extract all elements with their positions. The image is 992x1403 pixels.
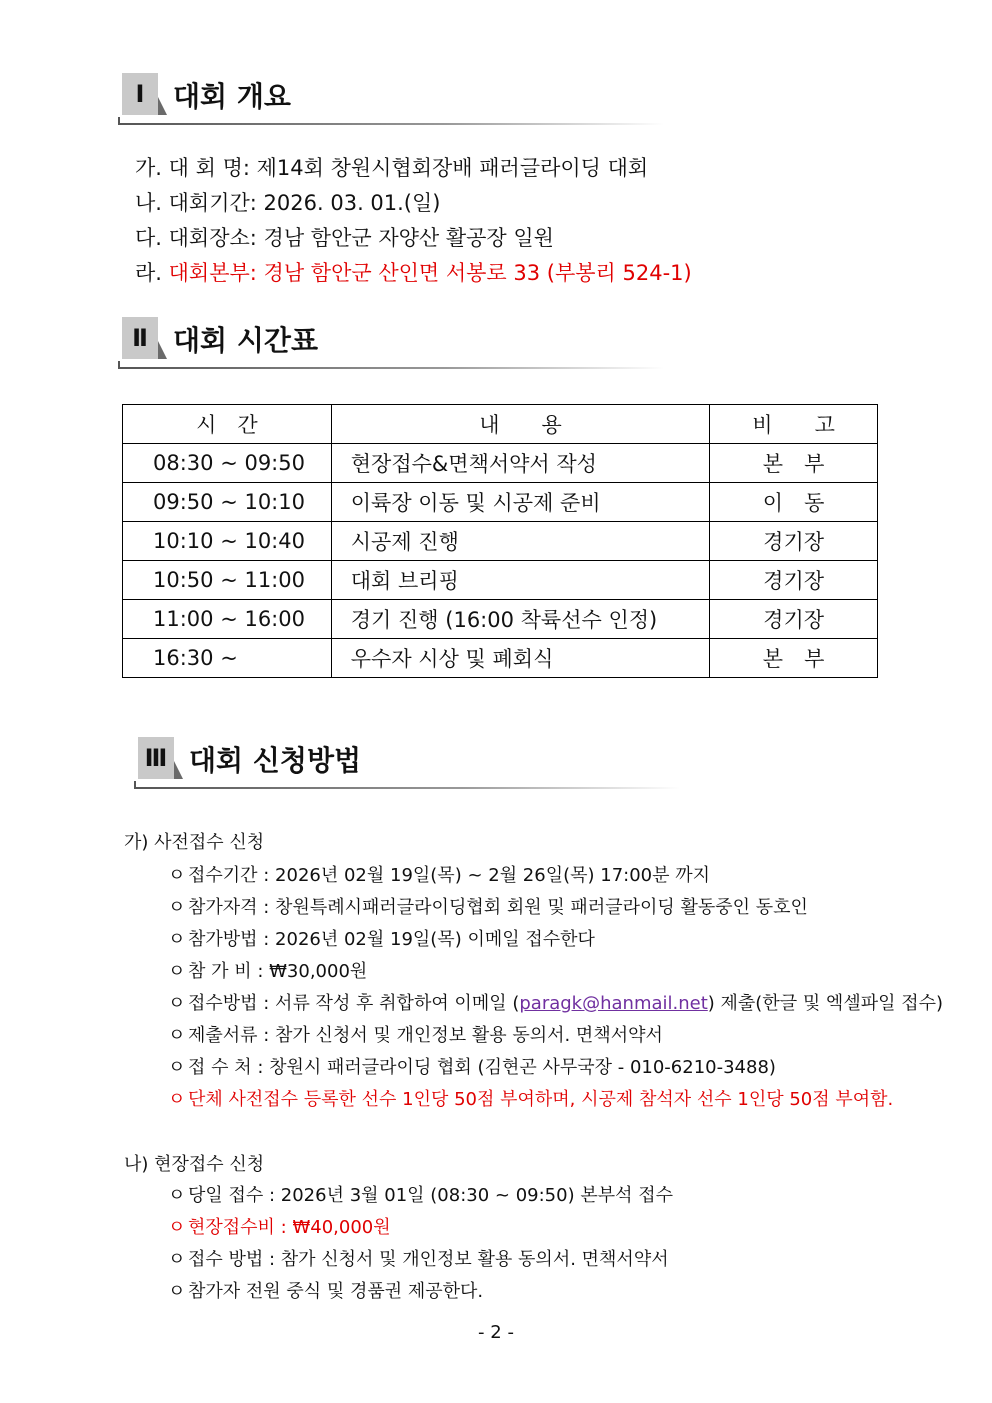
section-numeral-badge: Ⅱ [122,317,158,359]
list-item-highlight: ㅇ 단체 사전접수 등록한 선수 1인당 50점 부여하며, 시공제 참석자 선수 1인당 50점 부여함. [168,1085,893,1111]
bullet-icon: ㅇ [168,961,186,982]
header-content: 내 용 [331,405,709,444]
header-time: 시 간 [123,405,332,444]
cell-time: 10:10 ~ 10:40 [123,522,332,561]
cell-content: 우수자 시상 및 폐회식 [331,639,709,678]
cell-time: 08:30 ~ 09:50 [123,444,332,483]
cell-time: 10:50 ~ 11:00 [123,561,332,600]
bullet-icon: ㅇ [168,1185,186,1206]
list-item: ㅇ 참가자격 : 창원특례시패러글라이딩협회 회원 및 패러글라이딩 활동중인 동호인 [168,893,808,919]
table-row [123,522,878,561]
cell-note: 경기장 [710,522,878,561]
page-number: - 2 - [478,1322,514,1343]
section-rule [118,361,663,369]
bullet-icon: ㅇ [168,993,186,1014]
list-item-highlight: ㅇ 현장접수비 : ₩40,000원 [168,1213,391,1239]
cell-content: 대회 브리핑 [331,561,709,600]
bullet-icon: ㅇ [168,929,186,950]
overview-line-period: 나. 대회기간: 2026. 03. 01.(일) [135,191,441,215]
email-link[interactable]: paragk@hanmail.net [519,993,708,1014]
section-numeral-badge: Ⅰ [122,73,158,115]
bullet-icon: ㅇ [168,1057,186,1078]
section-title: 대회 개요 [173,80,291,113]
section-rule [134,781,679,789]
list-item: ㅇ 참가방법 : 2026년 02월 19일(목) 이메일 접수한다 [168,925,595,951]
section-title: 대회 신청방법 [189,744,362,777]
bullet-icon: ㅇ [168,1249,186,1270]
list-item: ㅇ 참 가 비 : ₩30,000원 [168,957,367,983]
cell-note: 경기장 [710,561,878,600]
cell-content: 현장접수&면책서약서 작성 [331,444,709,483]
schedule-table [122,404,878,678]
list-item: ㅇ 접 수 처 : 창원시 패러글라이딩 협회 (김현곤 사무국장 - 010-6210-3488) [168,1053,776,1079]
overview-line-venue: 다. 대회장소: 경남 함안군 자양산 활공장 일원 [135,226,554,250]
cell-note: 본 부 [710,444,878,483]
section-rule [118,117,663,125]
bullet-icon: ㅇ [168,865,186,886]
bullet-icon: ㅇ [168,1281,186,1302]
section-numeral-badge: Ⅲ [138,737,174,779]
cell-note: 경기장 [710,600,878,639]
table-row [123,483,878,522]
cell-note: 이 동 [710,483,878,522]
cell-time: 11:00 ~ 16:00 [123,600,332,639]
cell-time: 16:30 ~ [123,639,332,678]
onsite-registration-heading: 나) 현장접수 신청 [124,1154,265,1175]
cell-content: 이륙장 이동 및 시공제 준비 [331,483,709,522]
list-item: ㅇ 접수방법 : 서류 작성 후 취합하여 이메일 (paragk@hanmail.net) 제출(한글 및 엑셀파일 접수) [168,989,943,1015]
table-row [123,561,878,600]
list-item: ㅇ 참가자 전원 중식 및 경품권 제공한다. [168,1277,483,1303]
list-item: ㅇ 제출서류 : 참가 신청서 및 개인정보 활용 동의서. 면책서약서 [168,1021,663,1047]
bullet-icon: ㅇ [168,1089,186,1110]
list-item: ㅇ 접수기간 : 2026년 02월 19일(목) ~ 2월 26일(목) 17:00분 까지 [168,861,710,887]
overview-line-hq: 라. 대회본부: 경남 함안군 산인면 서봉로 33 (부봉리 524-1) [135,261,692,285]
list-item: ㅇ 당일 접수 : 2026년 3월 01일 (08:30 ~ 09:50) 본부석 접수 [168,1181,673,1207]
cell-content: 경기 진행 (16:00 착륙선수 인정) [331,600,709,639]
cell-note: 본 부 [710,639,878,678]
cell-content: 시공제 진행 [331,522,709,561]
table-header-row [123,405,878,444]
section-title: 대회 시간표 [173,324,318,357]
bullet-icon: ㅇ [168,897,186,918]
header-note: 비 고 [710,405,878,444]
advance-registration-heading: 가) 사전접수 신청 [124,832,265,853]
overview-line-name: 가. 대 회 명: 제14회 창원시협회장배 패러글라이딩 대회 [135,156,649,180]
list-item: ㅇ 접수 방법 : 참가 신청서 및 개인정보 활용 동의서. 면책서약서 [168,1245,669,1271]
table-row [123,639,878,678]
bullet-icon: ㅇ [168,1217,186,1238]
bullet-icon: ㅇ [168,1025,186,1046]
cell-time: 09:50 ~ 10:10 [123,483,332,522]
table-row [123,600,878,639]
table-row [123,444,878,483]
